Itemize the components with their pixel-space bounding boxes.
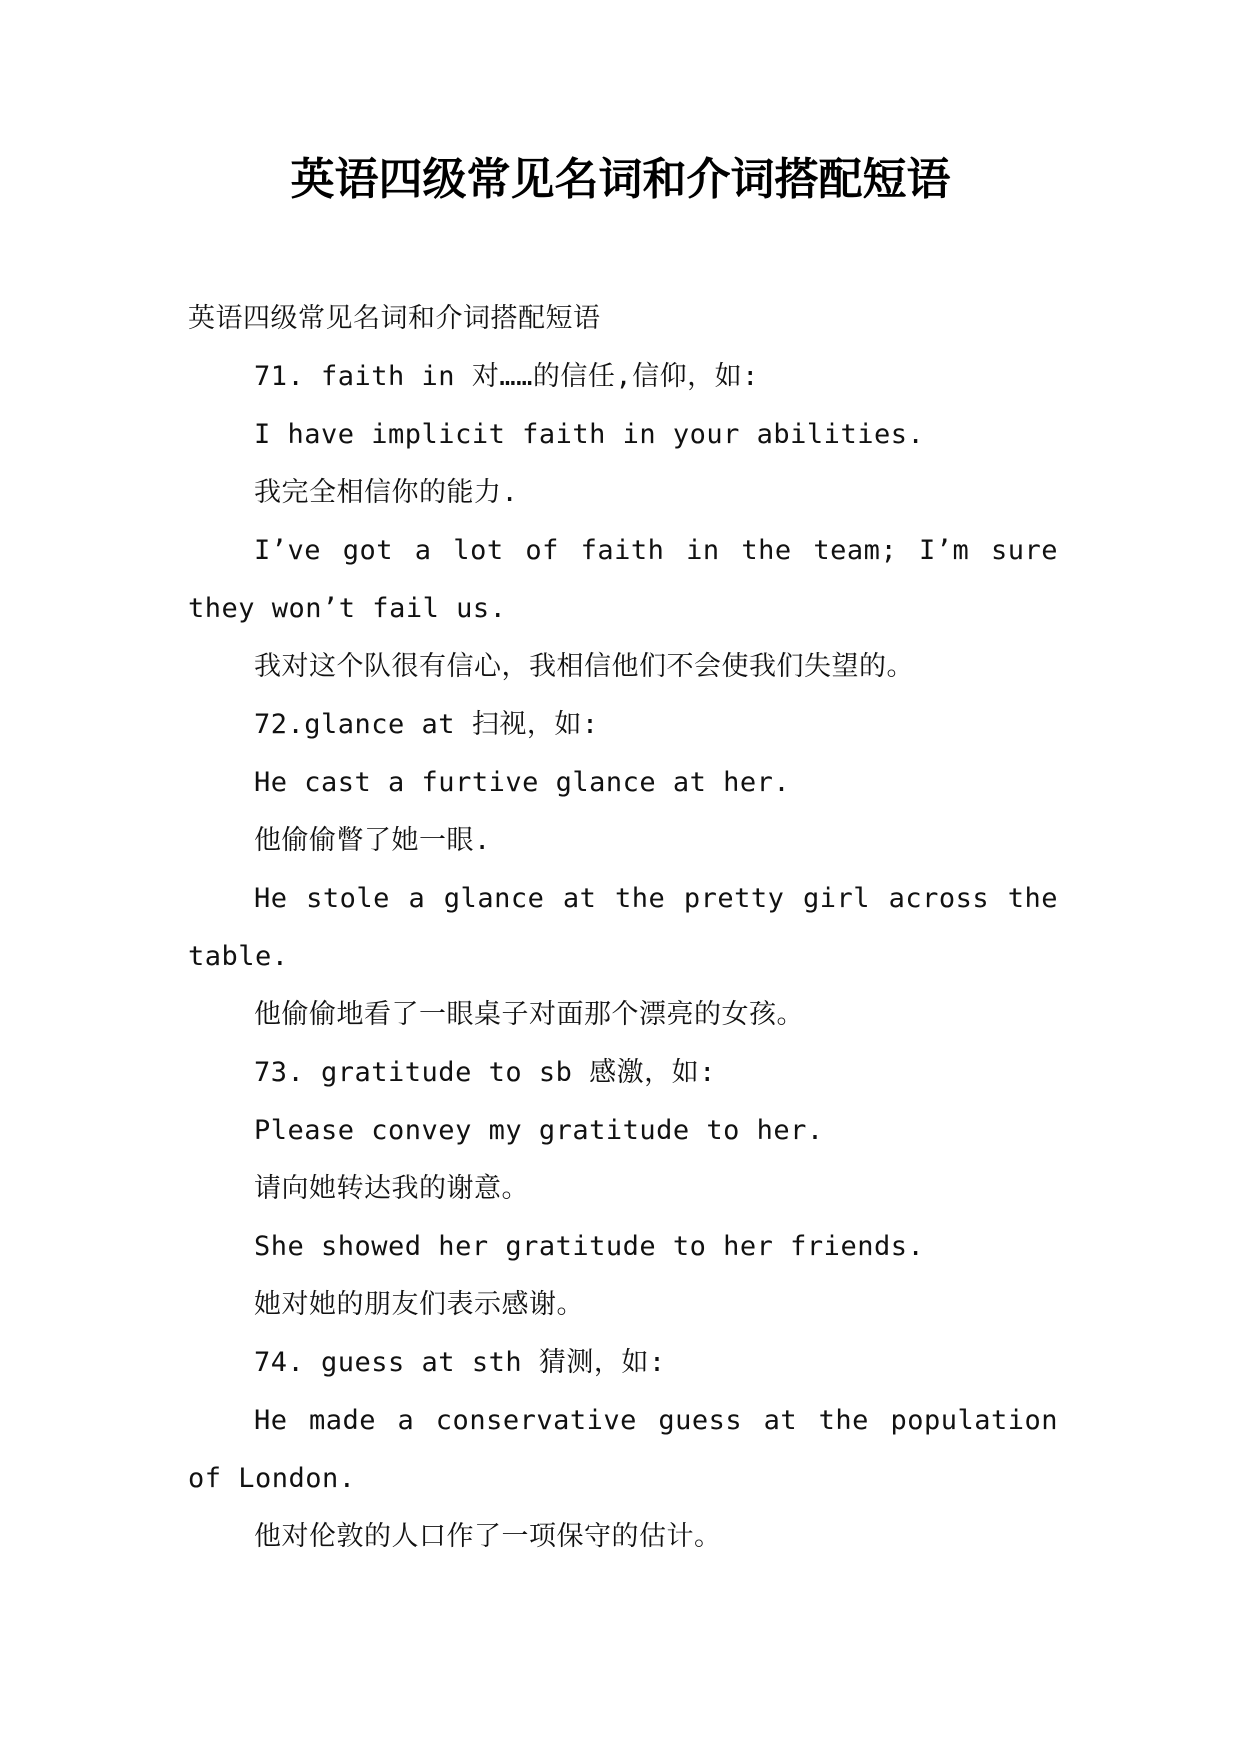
paragraph-74-example-1-en: He made a conservative guess at the population of London. <box>188 1405 1075 1494</box>
paragraph-74-example-1-zh: 他对伦敦的人口作了一项保守的估计。 <box>254 1521 722 1552</box>
paragraph-73-example-1-en: Please convey my gratitude to her. <box>254 1115 824 1146</box>
paragraph-72-example-1-en: He cast a furtive glance at her. <box>254 767 791 798</box>
paragraph-71-heading: 71. faith in 对……的信任,信仰，如: <box>254 361 759 392</box>
paragraph-73-example-2-en: She showed her gratitude to her friends. <box>254 1231 925 1262</box>
paragraph-72-heading: 72.glance at 扫视，如: <box>254 709 599 740</box>
paragraph-71-example-1-zh: 我完全相信你的能力. <box>254 477 519 508</box>
paragraph-73-example-1-zh: 请向她转达我的谢意。 <box>254 1173 529 1204</box>
paragraph-71-example-1-en: I have implicit faith in your abilities. <box>254 419 925 450</box>
paragraph-71-example-2-en: I’ve got a lot of faith in the team; I’m sure they won’t fail us. <box>188 535 1075 624</box>
paragraph-73-heading: 73. gratitude to sb 感激，如: <box>254 1057 716 1088</box>
paragraph-72-example-1-zh: 他偷偷瞥了她一眼. <box>254 825 491 856</box>
paragraph-72-example-2-zh: 他偷偷地看了一眼桌子对面那个漂亮的女孩。 <box>254 999 804 1030</box>
document-body <box>188 290 1075 1566</box>
paragraph-73-example-2-zh: 她对她的朋友们表示感谢。 <box>254 1289 584 1320</box>
paragraph-71-example-2-zh: 我对这个队很有信心，我相信他们不会使我们失望的。 <box>254 651 914 682</box>
paragraph-74-heading: 74. guess at sth 猜测，如: <box>254 1347 666 1378</box>
paragraph-72-example-2-en: He stole a glance at the pretty girl across the table. <box>188 883 1075 972</box>
document-title: 英语四级常见名词和介词搭配短语 <box>290 154 951 205</box>
paragraph-subtitle: 英语四级常见名词和介词搭配短语 <box>188 303 601 334</box>
